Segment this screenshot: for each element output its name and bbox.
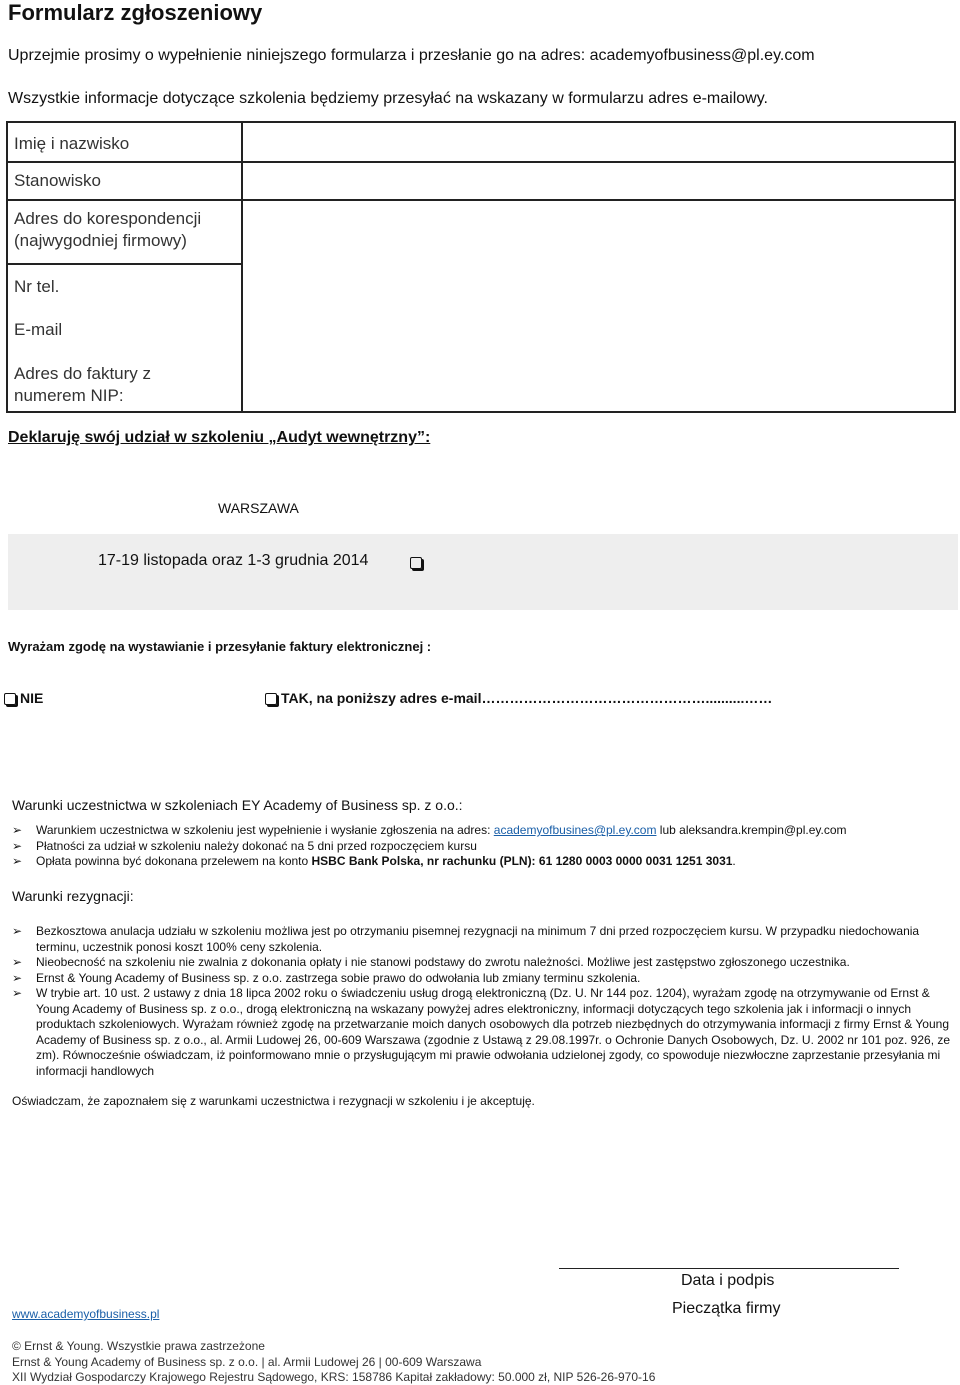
cancellation-list: [12, 924, 957, 1079]
condition-text: Płatności za udział w szkoleniu należy dokonać na 5 dni przed rozpoczęciem kursu: [36, 838, 477, 853]
position-label: Stanowisko: [14, 171, 101, 190]
arrow-bullet-icon: ➢: [12, 924, 23, 938]
arrow-bullet-icon: ➢: [12, 970, 23, 985]
invoice-label-line2: numerem NIP:: [14, 386, 124, 405]
divider: [8, 263, 241, 265]
invoice-label-line1: Adres do faktury z: [14, 364, 152, 383]
phone-label: Nr tel.: [14, 277, 60, 296]
cancellation-text: Bezkosztowa anulacja udziału w szkoleniu możliwa jest po otrzymaniu pisemnej rezygnacji na minimum 7 dni przed rozpoczęciem kursu. W przypadku niedochowania terminu, uczestnik ponosi koszt 100% ceny szkolenia.: [36, 924, 920, 954]
session-dates: 17-19 listopada oraz 1-3 grudnia 2014: [98, 552, 369, 569]
list-item: [12, 986, 957, 1079]
list-item: [12, 955, 957, 971]
name-label: Imię i nazwisko: [14, 134, 130, 153]
footer-address: Ernst & Young Academy of Business sp. z o.o. | al. Armii Ludowej 26 | 00-609 Warszawa: [12, 1355, 482, 1369]
arrow-bullet-icon: ➢: [12, 823, 23, 837]
condition-text: .: [732, 854, 736, 868]
name-field[interactable]: [243, 123, 954, 161]
conditions-title: Warunki uczestnictwa w szkoleniach EY Academy of Business sp. z o.o.:: [12, 797, 463, 813]
option-no[interactable]: [4, 690, 43, 706]
condition-text: Opłata powinna być dokonana przelewem na konto: [36, 854, 312, 868]
arrow-bullet-icon: ➢: [12, 986, 23, 1000]
bank-account: HSBC Bank Polska, nr rachunku (PLN): 61 1280 0003 0000 0031 1251 3031: [311, 854, 733, 868]
list-item: [12, 924, 957, 955]
company-stamp-label: Pieczątka firmy: [672, 1300, 781, 1317]
cancellation-text: W trybie art. 10 ust. 2 ustawy z dnia 18 lipca 2002 roku o świadczeniu usług drogą elektroniczną (Dz. U. Nr 144 poz. 1204), wyrażam zgodę na otrzymywanie od Ernst & Young Academy of Business sp. z o.o., drogą elektroniczną na wskazany powyżej adres elektroniczny, informacji dotyczących tego szkolenia jak i informacji o innych produktach szkoleniowych. Wyrażam również zgodę na przetwarzanie moich danych osobowych dla potrzeb niezbędnych do otrzymywania informacji z firmy Ernst & Young Academy of Business sp. z o.o., al. Armii Ludowej 26, 00-609 Warszawa (zgodnie z Ustawą z 29.08.1997r. o Ochronie Danych Osobowych, Dz. U. 2002 nr 101 poz. 926, ze zm). Równocześnie oświadczam, iż poinformowano mnie o przysługującym mi prawie odwołania udzielonej zgody, co spowoduje niezwłoczne zaprzestanie przesyłania mi informacji handlowych: [36, 986, 951, 1078]
session-band: [8, 534, 958, 610]
email-link[interactable]: academyofbusines@pl.ey.com: [493, 823, 657, 837]
intro-text: Uprzejmie prosimy o wypełnienie niniejszego formularza i przesłanie go na adres: academyofbusiness@pl.ey.com: [8, 47, 815, 64]
condition-text: Warunkiem uczestnictwa w szkoleniu jest wypełnienie i wysłanie zgłoszenia na adres:: [36, 823, 494, 837]
session-checkbox[interactable]: [410, 557, 422, 569]
list-item: [12, 971, 957, 987]
page-title: Formularz zgłoszeniowy: [8, 0, 263, 25]
footer-copyright: © Ernst & Young. Wszystkie prawa zastrzeżone: [12, 1339, 265, 1353]
checkbox-no[interactable]: [4, 693, 16, 705]
checkbox-yes[interactable]: [265, 693, 277, 705]
position-field[interactable]: [243, 163, 954, 199]
cancellation-text: Ernst & Young Academy of Business sp. z o.o. zastrzega sobie prawo do odwołania lub zmiany terminu szkolenia.: [36, 970, 641, 985]
option-yes-label: TAK, na poniższy adres e-mail…………………………………………..........……: [281, 690, 773, 706]
signature-line: [559, 1268, 899, 1269]
list-item: [12, 823, 957, 839]
address-label-line1: Adres do korespondencji: [14, 209, 202, 228]
arrow-bullet-icon: ➢: [12, 955, 23, 969]
session-city: WARSZAWA: [218, 500, 299, 516]
acceptance-statement: Oświadczam, że zapoznałem się z warunkami uczestnictwa i rezygnacji w szkoleniu i je akceptuję.: [12, 1094, 535, 1108]
address-label: [14, 208, 201, 252]
option-yes[interactable]: [265, 690, 772, 706]
cancellation-title: Warunki rezygnacji:: [12, 888, 134, 904]
registration-form: [6, 121, 956, 413]
email-label: E-mail: [14, 320, 63, 339]
website-link[interactable]: www.academyofbusiness.pl: [12, 1307, 160, 1321]
arrow-bullet-icon: ➢: [12, 838, 23, 853]
date-signature-label: Data i podpis: [681, 1272, 775, 1289]
declaration-heading: Deklaruję swój udział w szkoleniu „Audyt wewnętrzny”:: [8, 429, 431, 446]
cancellation-text: Nieobecność na szkoleniu nie zwalnia z dokonania opłaty i nie stanowi podstawy do zwrotu należności. Możliwe jest zastępstwo zgłoszonego uczestnika.: [36, 955, 850, 969]
condition-text: lub aleksandra.krempin@pl.ey.com: [656, 823, 847, 837]
option-no-label: NIE: [20, 690, 44, 706]
list-item: [12, 839, 957, 855]
footer-registry: XII Wydział Gospodarczy Krajowego Rejestru Sądowego, KRS: 158786 Kapitał zakładowy: 50.000 zł, NIP 526-26-970-16: [12, 1370, 656, 1384]
intro-note: Wszystkie informacje dotyczące szkolenia będziemy przesyłać na wskazany w formularzu adres e-mailowy.: [8, 90, 768, 107]
invoice-consent: Wyrażam zgodę na wystawianie i przesyłanie faktury elektronicznej :: [8, 639, 432, 654]
list-item: [12, 854, 957, 870]
conditions-list: [12, 823, 957, 870]
invoice-label: [14, 363, 151, 407]
arrow-bullet-icon: ➢: [12, 854, 23, 868]
details-field[interactable]: [243, 201, 954, 411]
address-label-line2: (najwygodniej firmowy): [14, 231, 187, 250]
